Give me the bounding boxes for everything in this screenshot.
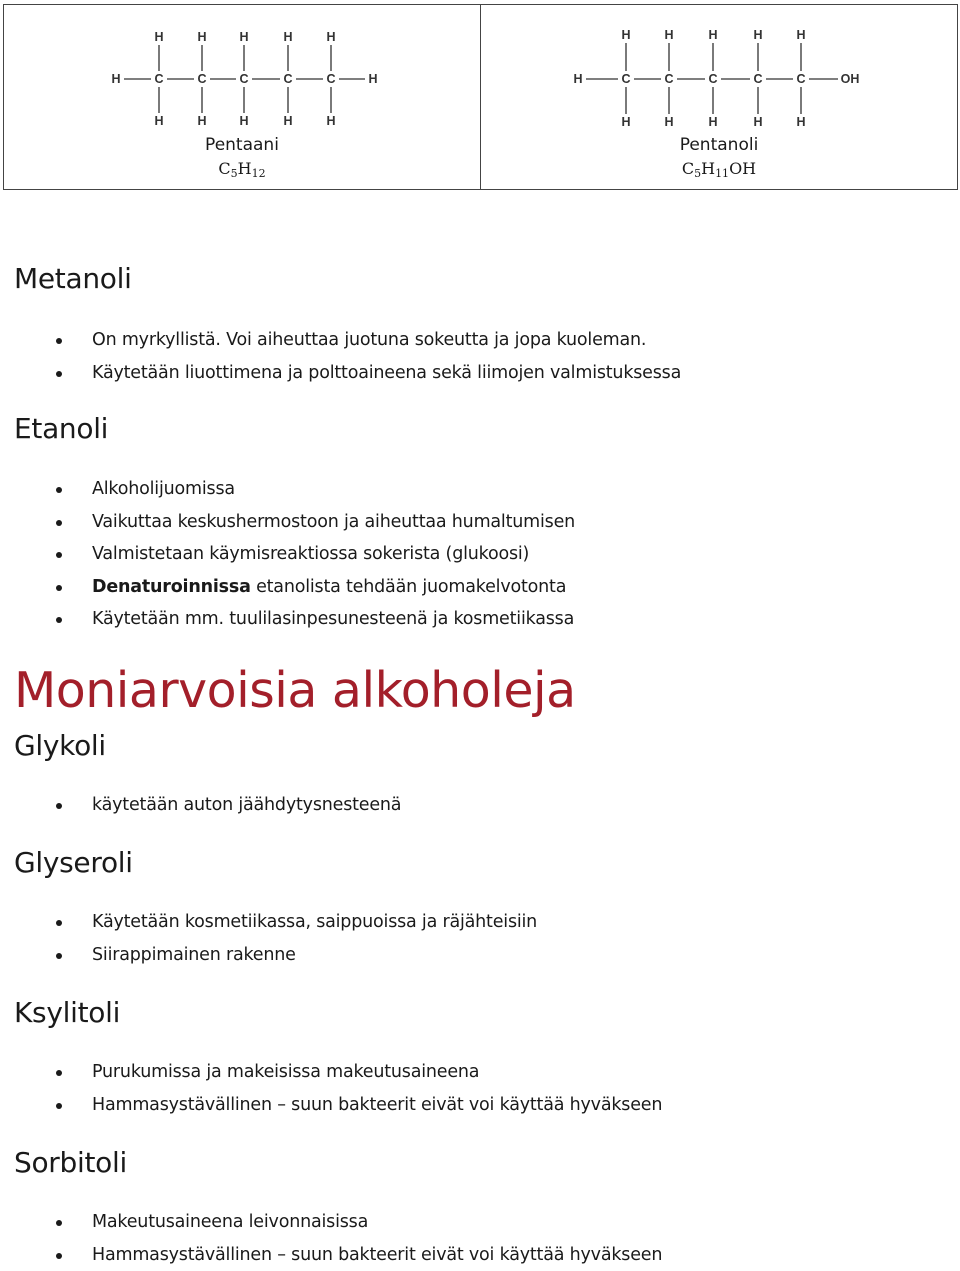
pentane-name: Pentaani <box>4 135 480 155</box>
metanoli-list-item <box>0 324 681 357</box>
carbon-atom: C <box>664 72 673 86</box>
hydrogen-atom: H <box>154 30 163 44</box>
heading-ksylitoli: Ksylitoli <box>14 996 120 1029</box>
carbon-atom: C <box>154 72 163 86</box>
etanoli-list-item <box>0 473 575 506</box>
ksylitoli-list-item <box>0 1056 662 1089</box>
carbon-atom: C <box>326 72 335 86</box>
glyseroli-list-item <box>0 939 537 972</box>
pentanol-structure-diagram <box>481 5 957 130</box>
hydrogen-atom: H <box>283 114 292 128</box>
heading-sorbitoli: Sorbitoli <box>14 1146 127 1179</box>
hydrogen-atom: H <box>708 115 717 129</box>
hydrogen-atom: H <box>368 72 377 86</box>
pentanol-cell <box>480 5 957 189</box>
heading-glyseroli: Glyseroli <box>14 846 133 879</box>
sorbitoli-list-item <box>0 1206 662 1239</box>
metanoli-bullets <box>0 324 681 389</box>
denaturointi-term: Denaturoinnissa <box>92 577 251 597</box>
carbon-atom: C <box>753 72 762 86</box>
formula-symbol: C <box>682 159 694 178</box>
carbon-atom: C <box>796 72 805 86</box>
hydrogen-atom: H <box>326 30 335 44</box>
pentane-cell <box>4 5 480 189</box>
ksylitoli-list-item <box>0 1089 662 1122</box>
heading-glykoli: Glykoli <box>14 729 106 762</box>
hydrogen-atom: H <box>664 115 673 129</box>
metanoli-list-item <box>0 357 681 390</box>
formula-subscript: 5 <box>231 167 238 180</box>
etanoli-list-item <box>0 506 575 539</box>
structure-table <box>3 4 958 190</box>
list-item-text: Siirappimainen rakenne <box>92 945 296 965</box>
formula-symbol: C <box>218 159 230 178</box>
carbon-atom: C <box>621 72 630 86</box>
etanoli-list-item <box>0 571 575 604</box>
heading-etanoli: Etanoli <box>14 412 108 445</box>
glykoli-bullets <box>0 789 401 822</box>
hydrogen-atom: H <box>326 114 335 128</box>
pentanol-formula <box>481 159 957 180</box>
etanoli-bullets <box>0 473 575 636</box>
hydrogen-atom: H <box>796 115 805 129</box>
hydrogen-atom: H <box>708 28 717 42</box>
hydrogen-atom: H <box>753 115 762 129</box>
carbon-atom: C <box>283 72 292 86</box>
list-item-text: Valmistetaan käymisreaktiossa sokerista (glukoosi) <box>92 544 529 564</box>
pentane-structure-diagram <box>4 5 480 130</box>
hydrogen-atom: H <box>664 28 673 42</box>
carbon-atom: C <box>197 72 206 86</box>
formula-subscript: 11 <box>715 167 729 180</box>
formula-symbol: H <box>701 159 715 178</box>
list-item-text: Vaikuttaa keskushermostoon ja aiheuttaa humaltumisen <box>92 512 575 532</box>
formula-subscript: 5 <box>694 167 701 180</box>
hydrogen-atom: H <box>621 28 630 42</box>
hydrogen-atom: H <box>621 115 630 129</box>
heading-moniarvoisia-alkoholeja: Moniarvoisia alkoholeja <box>14 662 576 719</box>
formula-symbol: OH <box>729 159 756 178</box>
list-item-text: Alkoholijuomissa <box>92 479 235 499</box>
hydrogen-atom: H <box>753 28 762 42</box>
etanoli-list-item <box>0 603 575 636</box>
carbon-atom: C <box>708 72 717 86</box>
glyseroli-bullets <box>0 906 537 971</box>
pentanol-name: Pentanoli <box>481 135 957 155</box>
sorbitoli-list-item <box>0 1239 662 1271</box>
formula-symbol: H <box>238 159 252 178</box>
hydrogen-atom: H <box>283 30 292 44</box>
hydrogen-atom: H <box>154 114 163 128</box>
list-item-text: Käytetään liuottimena ja polttoaineena sekä liimojen valmistuksessa <box>92 363 681 383</box>
glyseroli-list-item <box>0 906 537 939</box>
etanoli-list-item <box>0 538 575 571</box>
formula-subscript: 12 <box>252 167 266 180</box>
list-item-text: Purukumissa ja makeisissa makeutusaineena <box>92 1062 479 1082</box>
carbon-atom: C <box>239 72 248 86</box>
glykoli-list-item <box>0 789 401 822</box>
list-item-text: Makeutusaineena leivonnaisissa <box>92 1212 368 1232</box>
hydrogen-atom: H <box>239 114 248 128</box>
ksylitoli-bullets <box>0 1056 662 1121</box>
list-item-text: Käytetään kosmetiikassa, saippuoissa ja räjähteisiin <box>92 912 537 932</box>
hydroxyl-group: OH <box>841 72 860 86</box>
list-item-text: Hammasystävällinen – suun bakteerit eivät voi käyttää hyväkseen <box>92 1245 662 1265</box>
hydrogen-atom: H <box>796 28 805 42</box>
list-item-text: Hammasystävällinen – suun bakteerit eivät voi käyttää hyväkseen <box>92 1095 662 1115</box>
hydrogen-atom: H <box>197 30 206 44</box>
hydrogen-atom: H <box>239 30 248 44</box>
pentane-formula <box>4 159 480 180</box>
list-item-text: On myrkyllistä. Voi aiheuttaa juotuna sokeutta ja jopa kuoleman. <box>92 330 646 350</box>
list-item-text: Käytetään mm. tuulilasinpesunesteenä ja kosmetiikassa <box>92 609 574 629</box>
hydrogen-atom: H <box>197 114 206 128</box>
sorbitoli-bullets <box>0 1206 662 1271</box>
heading-metanoli: Metanoli <box>14 262 132 295</box>
hydrogen-atom: H <box>111 72 120 86</box>
list-item-text: etanolista tehdään juomakelvotonta <box>256 577 566 597</box>
hydrogen-atom: H <box>573 72 582 86</box>
list-item-text: käytetään auton jäähdytysnesteenä <box>92 795 401 815</box>
